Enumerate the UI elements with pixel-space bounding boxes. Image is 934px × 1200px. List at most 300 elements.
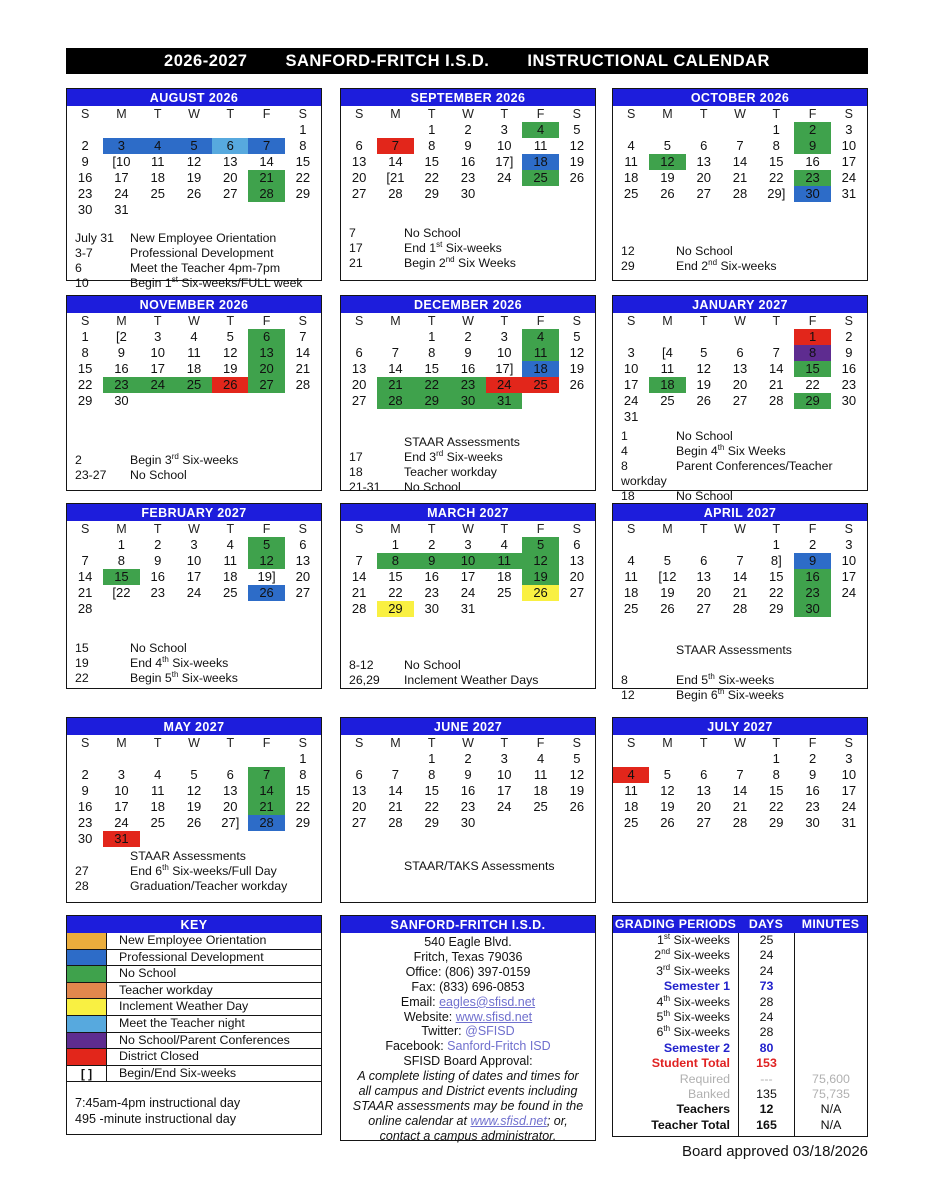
key-label: Professional Development: [119, 949, 264, 964]
contact-line: [341, 950, 595, 965]
grading-minutes-value: [794, 1041, 867, 1056]
week-row: [67, 409, 321, 425]
day-cell: 12: [660, 783, 675, 798]
note-text: New Employee Orientation: [130, 231, 277, 245]
day-cell: [377, 831, 413, 847]
title-part: INSTRUCTIONAL CALENDAR: [527, 51, 770, 70]
key-box: [66, 915, 322, 1135]
day-cell: 24: [486, 377, 522, 393]
week-row: [613, 815, 867, 831]
day-cell: 27: [351, 186, 367, 201]
instructional-day-info: [67, 1082, 321, 1127]
month-january-2027: [612, 295, 868, 503]
note-date-label: 17: [349, 241, 363, 255]
day-cell: 20: [569, 569, 585, 584]
week-row: [67, 361, 321, 377]
day-cell: 7: [377, 138, 413, 154]
key-row: [67, 950, 321, 967]
day-of-week-label: S: [80, 314, 90, 328]
day-cell: [67, 617, 103, 633]
day-cell: 4: [154, 767, 162, 782]
day-cell: 13: [351, 154, 367, 169]
day-cell: [248, 601, 284, 617]
week-row: [341, 585, 595, 601]
week-row: [613, 831, 867, 847]
day-cell: 3: [845, 751, 853, 766]
page-title: [66, 48, 868, 74]
contact-text: Office: (806) 397-0159: [405, 964, 531, 979]
note-text: Inclement Weather Days: [404, 673, 539, 687]
day-cell: [686, 202, 722, 218]
note-line: [621, 244, 859, 259]
contact-line: [341, 995, 595, 1010]
day-cell: [176, 122, 212, 138]
day-cell: 31: [486, 393, 522, 409]
day-cell: 24: [623, 393, 639, 408]
grading-period-label: Semester 2: [663, 1040, 730, 1055]
contact-text: Fax: (833) 696-0853: [411, 979, 525, 994]
grading-days-value: 135: [738, 1087, 794, 1102]
note-text: Professional Development: [130, 246, 274, 260]
key-label: Inclement Weather Day: [119, 999, 249, 1014]
month-title: JANUARY 2027: [613, 296, 867, 313]
day-cell: 15: [424, 154, 439, 169]
note-line: [621, 643, 859, 658]
day-cell: 29: [295, 815, 311, 830]
day-cell: 28: [377, 393, 413, 409]
week-row: [67, 783, 321, 799]
day-of-week-row: [67, 735, 321, 751]
day-cell: [285, 831, 321, 847]
day-cell: [722, 202, 758, 218]
day-cell: [2: [116, 329, 127, 344]
day-cell: [649, 202, 685, 218]
note-line: [621, 429, 859, 444]
note-date-label: 15: [75, 641, 89, 655]
day-cell: 6: [212, 138, 248, 154]
day-of-week-label: T: [500, 522, 509, 536]
day-cell: 27: [351, 815, 367, 830]
day-cell: 19]: [257, 569, 276, 584]
grading-days-value: 25: [738, 933, 794, 948]
day-cell: [613, 617, 649, 633]
key-label: Teacher workday: [119, 982, 213, 997]
day-cell: 6: [355, 345, 363, 360]
day-cell: [831, 617, 867, 633]
day-cell: [758, 329, 794, 345]
day-cell: 20: [248, 361, 284, 377]
key-row: [67, 933, 321, 950]
note-line: [75, 276, 313, 291]
note-line: [75, 246, 313, 261]
day-cell: 23: [150, 585, 165, 600]
day-cell: [67, 751, 103, 767]
day-cell: [140, 601, 176, 617]
day-of-week-label: F: [262, 522, 271, 536]
note-date-label: 8: [621, 459, 628, 473]
day-of-week-label: S: [626, 522, 636, 536]
day-cell: 10: [150, 345, 165, 360]
day-cell: [450, 831, 486, 847]
note-line: [75, 641, 313, 656]
day-cell: [341, 202, 377, 218]
day-cell: 22: [414, 377, 450, 393]
day-cell: 28: [732, 186, 748, 201]
day-cell: [140, 617, 176, 633]
day-cell: 7: [248, 767, 284, 783]
day-cell: 9: [464, 345, 472, 360]
day-cell: 12: [186, 783, 202, 798]
contact-header: SANFORD-FRITCH I.S.D.: [341, 916, 595, 933]
day-cell: [10: [112, 154, 131, 169]
email-link[interactable]: eagles@sfisd.net: [439, 994, 536, 1009]
day-of-week-label: M: [116, 736, 127, 750]
month-notes: [67, 633, 321, 686]
note-line: [75, 864, 313, 879]
day-cell: 20: [732, 377, 748, 392]
day-cell: 18: [522, 361, 558, 377]
day-cell: [140, 202, 176, 218]
day-cell: [722, 537, 758, 553]
day-cell: [176, 601, 212, 617]
day-cell: [21: [386, 170, 405, 185]
day-of-week-label: T: [427, 736, 436, 750]
day-cell: [613, 831, 649, 847]
day-cell: 18: [533, 783, 548, 798]
grading-column-header: DAYS: [748, 917, 784, 931]
day-cell: 27: [696, 186, 711, 201]
day-cell: 8: [81, 345, 89, 360]
note-line: [349, 256, 587, 271]
day-cell: 10: [841, 767, 857, 782]
month-notes: [341, 633, 595, 688]
key-swatch: [67, 1016, 107, 1032]
day-cell: 30: [77, 831, 93, 846]
grading-period-label: 6th Six-weeks: [656, 1024, 730, 1040]
week-row: [341, 361, 595, 377]
day-cell: 27: [223, 186, 238, 201]
note-line: [349, 658, 587, 673]
month-notes: [341, 425, 595, 495]
day-cell: 26: [186, 186, 202, 201]
day-cell: 23: [794, 585, 830, 601]
day-cell: 14: [769, 361, 784, 376]
note-text: End 2nd Six-weeks: [676, 257, 777, 273]
day-cell: [522, 601, 558, 617]
day-cell: 26: [696, 393, 711, 408]
day-of-week-label: T: [427, 107, 436, 121]
day-cell: 17: [460, 569, 476, 584]
note-text: STAAR Assessments: [676, 643, 792, 657]
month-title: SEPTEMBER 2026: [341, 89, 595, 106]
day-cell: 16: [150, 569, 165, 584]
day-cell: 4: [536, 751, 545, 766]
day-cell: 19: [569, 361, 585, 376]
day-cell: 3: [845, 537, 853, 552]
day-of-week-label: T: [427, 314, 436, 328]
day-cell: [649, 409, 685, 425]
day-of-week-label: S: [80, 736, 90, 750]
note-date-label: 19: [75, 656, 89, 670]
day-of-week-row: [613, 313, 867, 329]
day-cell: 14: [388, 783, 403, 798]
day-cell: 16: [77, 799, 93, 814]
day-cell: [4: [662, 345, 673, 360]
day-cell: 9: [414, 553, 450, 569]
grading-period-label: Student Total: [651, 1056, 730, 1071]
day-cell: 22: [769, 585, 784, 600]
day-cell: 9: [794, 553, 830, 569]
note-line: [75, 656, 313, 671]
day-cell: 6: [700, 767, 708, 782]
day-cell: 5: [663, 767, 672, 782]
day-cell: 2: [464, 122, 472, 137]
day-cell: 10: [497, 345, 512, 360]
day-cell: 28: [732, 601, 748, 616]
day-cell: 7: [355, 553, 363, 568]
note-text: End 4th Six-weeks: [130, 654, 229, 670]
month-title: NOVEMBER 2026: [67, 296, 321, 313]
facebook-link[interactable]: Sanford-Fritch ISD: [447, 1039, 551, 1054]
calendar-link[interactable]: www.sfisd.net: [470, 1113, 547, 1128]
day-cell: 2: [794, 122, 830, 138]
day-cell: 16: [460, 361, 476, 376]
day-cell: 17: [623, 377, 639, 392]
day-cell: 4: [522, 329, 558, 345]
day-cell: 30: [794, 186, 830, 202]
day-cell: [522, 202, 558, 218]
note-line: [75, 671, 313, 686]
week-row: [341, 553, 595, 569]
note-text: STAAR/TAKS Assessments: [404, 859, 555, 873]
note-text: End 5th Six-weeks: [676, 671, 775, 687]
day-cell: [341, 122, 377, 138]
day-cell: 21: [77, 585, 93, 600]
day-cell: [414, 617, 450, 633]
note-date-label: 4: [621, 444, 628, 458]
day-cell: [559, 831, 595, 847]
week-row: [613, 569, 867, 585]
note-line: [75, 453, 313, 468]
info-line: 7:45am-4pm instructional day: [75, 1096, 241, 1111]
day-cell: 1: [772, 122, 780, 137]
twitter-link[interactable]: @SFISD: [465, 1024, 515, 1039]
key-row: [67, 1049, 321, 1066]
week-row: [341, 329, 595, 345]
contact-text: STAAR assessments may be found in the: [352, 1098, 584, 1113]
day-cell: 25: [497, 585, 512, 600]
day-cell: [285, 393, 321, 409]
day-cell: 29: [414, 393, 450, 409]
week-row: [613, 361, 867, 377]
grading-period-label: 2nd Six-weeks: [654, 947, 730, 963]
week-row: [613, 138, 867, 154]
day-of-week-label: S: [844, 107, 854, 121]
day-of-week-label: W: [734, 736, 746, 750]
day-cell: [722, 751, 758, 767]
day-cell: 30: [450, 393, 486, 409]
day-of-week-label: W: [734, 522, 746, 536]
day-cell: 30: [424, 601, 439, 616]
day-cell: 1: [428, 751, 436, 766]
month-notes: [613, 425, 867, 504]
note-text: Begin 6th Six-weeks: [676, 686, 784, 702]
day-of-week-label: S: [298, 522, 308, 536]
day-cell: 3: [190, 537, 198, 552]
grading-minutes-value: [794, 1010, 867, 1025]
day-cell: 10: [623, 361, 639, 376]
key-row: [67, 983, 321, 1000]
day-cell: [758, 202, 794, 218]
day-cell: 3: [500, 329, 508, 344]
day-cell: [248, 751, 284, 767]
note-date-label: 3-7: [75, 246, 93, 260]
day-cell: 29: [77, 393, 93, 408]
grading-days-value: 28: [738, 995, 794, 1010]
day-cell: 26: [212, 377, 248, 393]
day-of-week-label: W: [188, 314, 200, 328]
day-cell: 24: [497, 170, 512, 185]
week-row: [341, 815, 595, 831]
day-cell: 14: [77, 569, 93, 584]
day-cell: 24: [140, 377, 176, 393]
day-of-week-label: T: [699, 107, 708, 121]
day-cell: 28: [248, 186, 284, 202]
day-cell: 24: [841, 170, 857, 185]
grading-minutes-value: [794, 1056, 867, 1071]
day-of-week-label: S: [626, 107, 636, 121]
grading-period-label: Banked: [687, 1086, 730, 1101]
day-cell: 1: [391, 537, 400, 552]
day-cell: 7: [81, 553, 89, 568]
week-row: [67, 537, 321, 553]
note-date-label: 23-27: [75, 468, 107, 482]
day-cell: 12: [569, 138, 585, 153]
day-of-week-label: T: [772, 107, 781, 121]
day-cell: 23: [460, 799, 476, 814]
month-april-2027: [612, 503, 868, 702]
day-of-week-label: W: [188, 522, 200, 536]
day-cell: 28: [295, 377, 311, 392]
day-cell: 14: [388, 361, 403, 376]
contact-line: [341, 1054, 595, 1069]
key-swatch: [67, 933, 107, 949]
week-row: [613, 553, 867, 569]
week-row: [613, 799, 867, 815]
day-cell: 14: [732, 154, 748, 169]
day-cell: [377, 751, 413, 767]
day-cell: 9: [808, 767, 817, 782]
note-text: End 1st Six-weeks: [404, 239, 502, 255]
day-cell: 7: [391, 767, 400, 782]
day-cell: [248, 393, 284, 409]
grading-filler: [613, 1133, 738, 1136]
day-cell: [248, 409, 284, 425]
day-cell: 10: [186, 553, 202, 568]
day-cell: 8: [794, 345, 830, 361]
day-cell: [613, 751, 649, 767]
day-cell: 1: [299, 751, 307, 766]
day-cell: 21: [732, 585, 748, 600]
day-cell: 16: [805, 154, 820, 169]
day-of-week-label: S: [354, 736, 364, 750]
day-cell: 20: [696, 170, 711, 185]
day-of-week-label: M: [662, 107, 673, 121]
day-of-week-label: W: [462, 736, 474, 750]
day-cell: 7: [736, 138, 744, 153]
note-date-label: 18: [621, 489, 635, 503]
note-line: [349, 859, 587, 874]
month-notes: [67, 847, 321, 894]
day-of-week-label: F: [808, 314, 817, 328]
note-date-label: 2: [75, 453, 82, 467]
day-cell: 25: [150, 186, 165, 201]
day-cell: 8: [117, 553, 126, 568]
note-text: STAAR Assessments: [404, 435, 520, 449]
day-cell: 20: [295, 569, 311, 584]
day-cell: 29: [794, 393, 830, 409]
day-cell: [522, 617, 558, 633]
day-cell: 19: [522, 569, 558, 585]
day-cell: [613, 122, 649, 138]
day-cell: 18: [223, 569, 238, 584]
day-cell: 16: [841, 361, 857, 376]
day-cell: 1: [772, 537, 780, 552]
day-cell: 5: [176, 138, 212, 154]
grading-table-body: [613, 933, 867, 1136]
day-cell: 20: [223, 799, 238, 814]
day-cell: 26: [569, 170, 585, 185]
contact-text: 540 Eagle Blvd.: [424, 935, 512, 949]
day-cell: 10: [841, 138, 857, 153]
grading-minutes-value: [794, 948, 867, 963]
day-of-week-label: S: [844, 522, 854, 536]
week-row: [613, 154, 867, 170]
day-cell: [341, 617, 377, 633]
day-cell: 17: [114, 799, 129, 814]
day-cell: 22: [77, 377, 93, 392]
day-cell: 6: [299, 537, 307, 552]
title-part: SANFORD-FRITCH I.S.D.: [285, 51, 490, 70]
day-cell: 11: [150, 154, 165, 169]
website-link[interactable]: www.sfisd.net: [455, 1009, 533, 1024]
day-cell: 19: [186, 799, 202, 814]
day-cell: [248, 122, 284, 138]
month-notes: [67, 425, 321, 483]
day-of-week-label: S: [844, 736, 854, 750]
day-cell: [722, 831, 758, 847]
day-cell: 31: [103, 831, 139, 847]
day-cell: 9: [81, 154, 89, 169]
day-cell: [176, 617, 212, 633]
day-cell: 19: [186, 170, 202, 185]
day-of-week-label: F: [808, 736, 817, 750]
day-cell: [722, 409, 758, 425]
week-row: [67, 377, 321, 393]
day-cell: 5: [573, 329, 581, 344]
day-cell: 30: [841, 393, 857, 408]
key-swatch: [67, 950, 107, 966]
day-of-week-label: S: [572, 736, 582, 750]
day-cell: [212, 601, 248, 617]
week-row: [613, 537, 867, 553]
day-of-week-label: F: [808, 522, 817, 536]
day-cell: [414, 409, 450, 425]
key-swatch: [67, 1049, 107, 1065]
day-cell: 2: [464, 329, 472, 344]
day-cell: 26: [660, 186, 675, 201]
note-line: [621, 688, 859, 703]
